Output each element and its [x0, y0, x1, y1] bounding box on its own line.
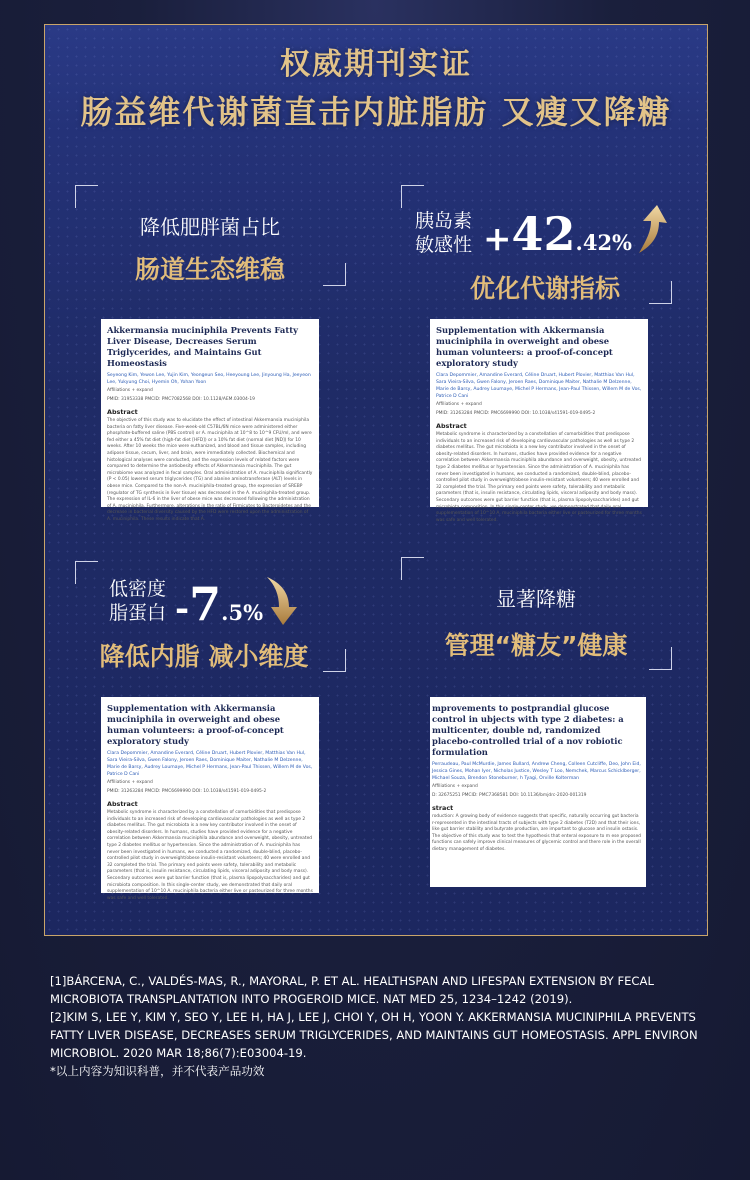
paper-authors: Clara Depommier, Amandine Everard, Céline Druart, Hubert Plovier, Matthias Van Hul, Sara Vieira-Silva, Gwen Falony, Jeroen Raes, Dominique Maiter, Nathalie M Delzenne, Marie de Barsy, Audrey Loumaye, Michel P Hermans, Jean-Paul Thissen, Willem M de Vos, Patrice D Cani: [436, 373, 642, 399]
page-subtitle: 肠益维代谢菌直击内脏脂肪 又瘦又降糖: [80, 93, 672, 131]
stat-block-ldl: [103, 577, 353, 639]
stat-value-integer: 7: [189, 577, 222, 631]
paper-affiliations: Affiliations + expand: [107, 388, 153, 393]
paper-abstract: The objective of this study was to elucidate the effect of intestinal Akkermansia muciniphila bacteria on fatty liver disease. Five-week-old C57BL/6N mice were administered either phosphate-buffered saline (PBS control) or A. muciniphila at 10^8 to 10^9 CFU/ml, and were fed either a 45% fat diet (high-fat diet [HFD]) or a 10% fat diet (normal diet [ND]) for 10 weeks. After 10 weeks the mice were euthanized, and blood and tissue samples, including adipose tissue, cecum, liver, and brain, were immediately collected. Biochemical and histological analyses were conducted, and the expression levels of related factors were compared to determine the antiobesity effects of Akkermansia muciniphila. The gut microbiome was analyzed in fecal samples. Oral administration of A. muciniphila significantly (P < 0.05) lowered serum triglycerides (TG) and alanine aminotransferase (ALT) levels in obese mice. Compared to the non-A. muciniphila-treated group, the expression of SREBP (regulator of TG synthesis in liver tissue) was decreased in the A. muciniphila-treated group. The expression of IL-6 in the liver of obese mice was decreased following the administration of A. muciniphila. Furthermore, alterations in the ratio of Firmicutes to Bacteroidetes and the decrease in bacterial diversity caused by the HFD were restored upon the administration of A. muciniphila. These results indicate that A.: [107, 418, 313, 522]
paper-authors: Perraudeau, Paul McMurdie, James Bullard, Andrew Cheng, Colleen Cutcliffe, Deo, John Eid, Jessica Gines, Mohan Iyer, Nicholas Justice, Wesley T Loo, Nemchek, Marcus Schicklberger, Michael Souza, Brendon Stoneburner, h Tyagi, Orville Kolterman: [432, 762, 641, 781]
stat-block-fat-bacteria: [85, 211, 335, 286]
paper-title: Akkermansia muciniphila Prevents Fatty Liver Disease, Decreases Serum Triglycerides, and Maintains Gut Homeostasis: [107, 325, 298, 368]
corner-bracket: [75, 561, 98, 584]
arrow-up-icon: [633, 203, 669, 255]
paper-abstract: roduction: A growing body of evidence suggests that specific, naturally occurring gut bacteria r-represented in the intestinal tracts of subjects with type 2 diabetes (T2D) and that their ions, like gut barrier stability and butyrate production, are important to glucose and insulin ostasis. The objective of this study was to test the hypothesis that enteral exposure to m ese proposed functions can safely improve clinical measures of glycemic control and there role in the overall dietary management of diabetes.: [432, 814, 641, 852]
stat-label: 低密度: [109, 578, 167, 600]
paper-ids: D: 32675251 PMCID: PMC7368581 DOI: 10.1136/bmjdrc-2020-001319: [432, 792, 587, 798]
paper-authors: Seyeong Kim, Yewon Lee, Yujin Kim, Yeongeun Seo, Heeyoung Lee, Jinyoung Ha, Jeeyeon Lee, Yukyung Choi, Hyemin Oh, Yohan Yoon: [107, 373, 311, 385]
disclaimer: *以上内容为知识科普，并不代表产品功效: [50, 1064, 265, 1078]
stat-sign: -: [175, 589, 190, 629]
stat-label: 敏感性: [415, 234, 473, 256]
paper-affiliations: Affiliations + expand: [432, 784, 478, 789]
paper-authors: Clara Depommier, Amandine Everard, Céline Druart, Hubert Plovier, Matthias Van Hul, Sara Vieira-Silva, Gwen Falony, Jeroen Raes, Dominique Maiter, Nathalie M Delzenne, Marie de Barsy, Audrey Loumaye, Michel P Hermans, Jean-Paul Thissen, Willem M de Vos, Patrice D Cani: [107, 751, 313, 777]
stat-sign: +: [483, 219, 512, 259]
corner-bracket: [401, 557, 424, 580]
stat-caption: 降低肥胖菌占比: [140, 215, 280, 239]
paper-abstract-label: Abstract: [107, 800, 138, 808]
stat-value-decimal: .5%: [221, 600, 264, 625]
stat-value-decimal: .42%: [575, 230, 633, 255]
paper-ids: PMID: 31263284 PMCID: PMC6699990 DOI: 10.1038/s41591-019-0495-2: [436, 410, 596, 416]
references: [50, 972, 700, 1080]
paper-abstract: Metabolic syndrome is characterized by a constellation of comorbidities that predispose individuals to an increased risk of developing cardiovascular pathologies as well as type 2 diabetes mellitus. The gut microbiota is a new key contributor involved in the onset of obesity-related disorders. In humans, studies have provided evidence for a negative correlation between Akkermansia muciniphila abundance and overweight, obesity, untreated type 2 diabetes mellitus or hypertension. Since the administration of A. muciniphila has never been investigated in humans, we conducted a randomized, double-blind, placebo-controlled pilot study in overweight/obese insulin-resistant volunteers; 40 were enrolled and 32 completed the trial. The primary end points were safety, tolerability and metabolic parameters (that is, insulin resistance, circulating lipids, visceral adiposity and body mass). Secondary outcomes were gut barrier function (that is, plasma lipopolysaccharides) and gut microbiota composition. In this single-center study, we demonstrated that daily oral supplementation of 10^10 A. muciniphila bacteria either live or pasteurized for three months was safe and well tolerated.: [107, 810, 313, 901]
paper-thumbnail: [101, 697, 319, 901]
stat-caption: 显著降糖: [496, 587, 576, 611]
reference-item: [1]BÁRCENA, C., VALDÉS-MAS, R., MAYORAL, P. ET AL. HEALTHSPAN AND LIFESPAN EXTENSION BY FECAL MICROBIOTA TRANSPLANTATION INTO PROGEROID MICE. NAT MED 25, 1234–1242 (2019).: [50, 974, 654, 1006]
stat-block-glucose: [415, 583, 657, 662]
paper-ids: PMID: 31953338 PMCID: PMC7082568 DOI: 10.1128/AEM.03004-19: [107, 396, 255, 402]
reference-item: [2]KIM S, LEE Y, KIM Y, SEO Y, LEE H, HA J, LEE J, CHOI Y, OH H, YOON Y. AKKERMANSIA MUCINIPHILA PREVENTS FATTY LIVER DISEASE, DECREASES SERUM TRIGLYCERIDES, AND MAINTAINS GUT HOMEOSTASIS. APPL ENVIRON MICROBIOL. 2020 MAR 18;86(7):E03004-19.: [50, 1010, 698, 1060]
stat-value-integer: 42: [511, 207, 576, 261]
paper-thumbnail: [430, 319, 648, 523]
stat-label: 胰岛素: [415, 210, 473, 232]
stat-headline: 肠道生态维稳: [134, 255, 285, 284]
stat-block-insulin: [415, 207, 665, 277]
paper-abstract-label: Abstract: [107, 408, 138, 416]
paper-affiliations: Affiliations + expand: [107, 780, 153, 785]
paper-affiliations: Affiliations + expand: [436, 402, 482, 407]
paper-abstract-label: stract: [432, 804, 454, 812]
paper-title: Supplementation with Akkermansia muciniphila in overweight and obese human volunteers: a proof-of-concept exploratory study: [107, 703, 284, 746]
paper-thumbnail: [430, 697, 646, 887]
paper-title: mprovements to postprandial glucose control in ubjects with type 2 diabetes: a multicenter, double nd, randomized placebo-controlled trial of a nov robiotic formulation: [432, 703, 624, 757]
arrow-down-icon: [263, 575, 303, 627]
stat-headline: 管理“糖友”健康: [444, 631, 628, 660]
paper-ids: PMID: 31263284 PMCID: PMC6699990 DOI: 10.1038/s41591-019-0495-2: [107, 788, 267, 794]
stat-headline: 降低内脂 减小维度: [99, 642, 309, 671]
page-title: 权威期刊实证: [280, 47, 472, 82]
paper-abstract: Metabolic syndrome is characterized by a constellation of comorbidities that predispose individuals to an increased risk of developing cardiovascular pathologies as well as type 2 diabetes mellitus. The gut microbiota is a new key contributor involved in the onset of obesity-related disorders. In humans, studies have provided evidence for a negative correlation between Akkermansia muciniphila abundance and overweight, obesity, untreated type 2 diabetes mellitus or hypertension. Since the administration of A. muciniphila has never been investigated in humans, we conducted a randomized, double-blind, placebo-controlled pilot study in overweight/obese insulin-resistant volunteers; 40 were enrolled and 32 completed the trial. The primary end points were safety, tolerability and metabolic parameters (that is, insulin resistance, circulating lipids, visceral adiposity and body mass). Secondary outcomes were gut barrier function (that is, plasma lipopolysaccharides) and gut microbiota composition. In this single-center study, we demonstrated that daily oral supplementation of 10^10 A. muciniphila bacteria either live or pasteurized for three months was safe and well tolerated.: [436, 432, 642, 523]
evidence-panel: [44, 24, 708, 936]
stat-label: 脂蛋白: [109, 602, 167, 624]
paper-thumbnail: [101, 319, 319, 522]
paper-abstract-label: Abstract: [436, 422, 467, 430]
corner-bracket: [75, 185, 98, 208]
paper-title: Supplementation with Akkermansia muciniphila in overweight and obese human volunteers: a proof-of-concept exploratory study: [436, 325, 613, 368]
stat-headline: 优化代谢指标: [469, 274, 620, 303]
corner-bracket: [401, 185, 424, 208]
